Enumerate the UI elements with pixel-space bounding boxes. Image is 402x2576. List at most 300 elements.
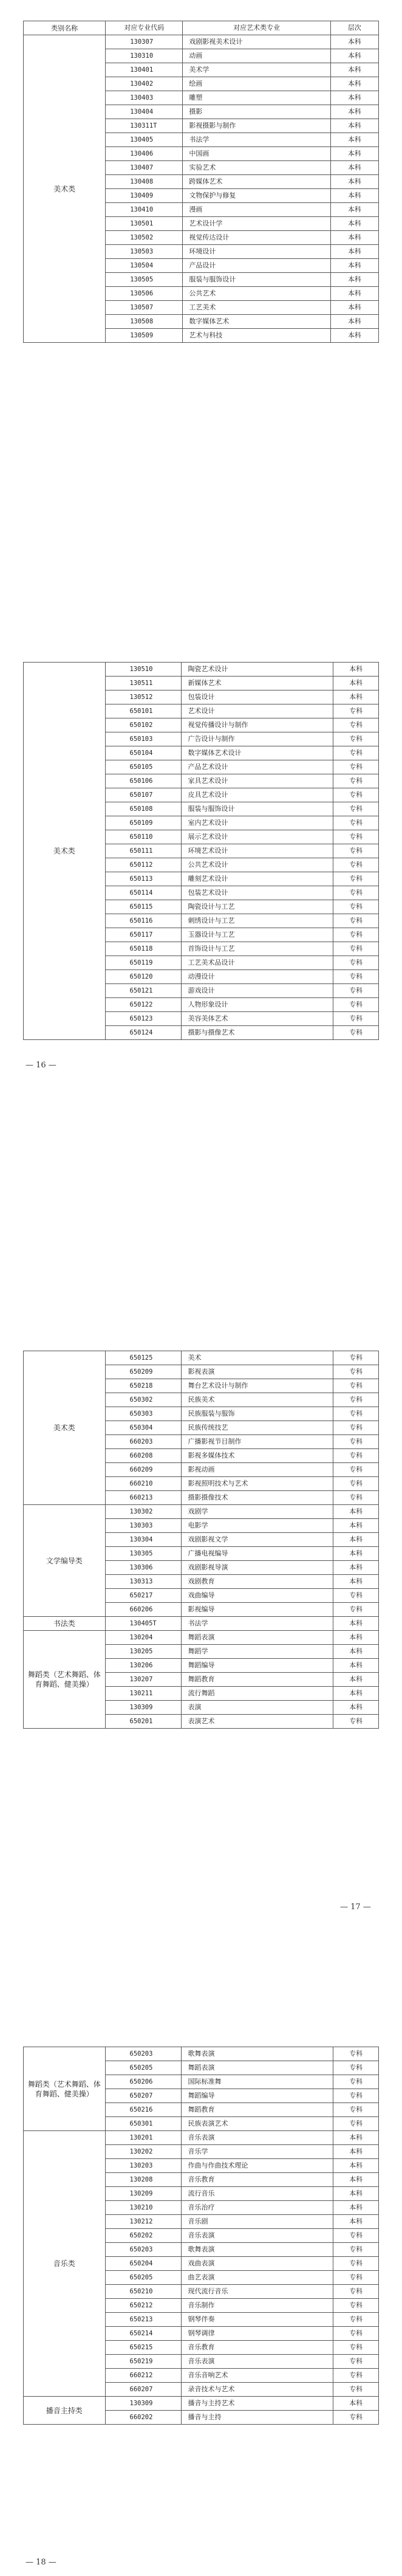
art-major-cell: 摄影摄像技术: [182, 1491, 333, 1505]
art-major-cell: 戏剧影视文学: [182, 1533, 333, 1547]
art-major-cell: 产品艺术设计: [182, 760, 333, 774]
level-cell: 专科: [333, 1463, 379, 1477]
major-code-cell: 130507: [106, 301, 183, 315]
major-code-cell: 650219: [105, 2355, 182, 2369]
level-cell: 专科: [333, 1351, 379, 1365]
level-cell: 专科: [333, 1407, 379, 1421]
art-major-cell: 数字媒体艺术: [183, 315, 330, 329]
art-major-cell: 美术: [182, 1351, 333, 1365]
art-major-cell: 工艺美术品设计: [182, 956, 333, 970]
major-code-cell: 130311T: [106, 119, 183, 133]
art-major-cell: 电影学: [182, 1519, 333, 1533]
major-code-cell: 650104: [105, 746, 182, 760]
level-cell: 专科: [333, 2047, 379, 2061]
level-cell: 专科: [333, 2103, 379, 2117]
art-major-cell: 民族美术: [182, 1393, 333, 1407]
major-code-cell: 650115: [105, 900, 182, 914]
level-cell: 专科: [333, 1477, 379, 1491]
level-cell: 本科: [333, 1687, 379, 1701]
art-major-cell: 舞蹈表演: [182, 1631, 333, 1645]
level-cell: 专科: [333, 2327, 379, 2341]
header-code: 对应专业代码: [106, 21, 183, 35]
level-cell: 本科: [333, 1701, 379, 1715]
major-code-cell: 650210: [105, 2285, 182, 2299]
major-code-cell: 650111: [105, 844, 182, 858]
level-cell: 本科: [333, 1673, 379, 1687]
level-cell: 本科: [333, 2145, 379, 2159]
level-cell: 本科: [330, 301, 378, 315]
major-code-cell: 650121: [105, 984, 182, 998]
art-major-cell: 影视多媒体技术: [182, 1449, 333, 1463]
major-code-cell: 650109: [105, 816, 182, 830]
table-header: [24, 21, 379, 35]
art-major-cell: 舞蹈学: [182, 1645, 333, 1659]
art-major-cell: 服装与服饰设计: [182, 802, 333, 816]
art-major-cell: 歌舞表演: [182, 2243, 333, 2257]
level-cell: 专科: [333, 984, 379, 998]
level-cell: 本科: [330, 287, 378, 301]
major-code-cell: 130305: [105, 1547, 182, 1561]
level-cell: 专科: [333, 1449, 379, 1463]
level-cell: 专科: [333, 1393, 379, 1407]
major-code-cell: 650205: [105, 2271, 182, 2285]
art-major-cell: 首饰设计与工艺: [182, 942, 333, 956]
major-code-cell: 130406: [106, 147, 183, 161]
art-major-cell: 广播影视节目制作: [182, 1435, 333, 1449]
major-code-cell: 130203: [105, 2159, 182, 2173]
major-code-cell: 650207: [105, 2089, 182, 2103]
major-code-cell: 660206: [105, 1603, 182, 1617]
major-code-cell: 130402: [106, 77, 183, 91]
art-major-cell: 美术学: [183, 63, 330, 77]
category-cell: 书法类: [24, 1617, 106, 1631]
level-cell: 专科: [333, 2383, 379, 2397]
major-table: [23, 21, 379, 343]
major-code-cell: 130211: [105, 1687, 182, 1701]
major-code-cell: 650213: [105, 2313, 182, 2327]
table-body: [24, 35, 379, 343]
art-major-cell: 播音与主持艺术: [182, 2397, 333, 2411]
art-major-cell: 音乐表演: [182, 2131, 333, 2145]
level-cell: 本科: [330, 189, 378, 203]
category-cell: 文学编导类: [24, 1505, 106, 1617]
art-major-cell: 戏剧影视导演: [182, 1561, 333, 1575]
art-major-cell: 跨媒体艺术: [183, 175, 330, 189]
major-code-cell: 130404: [106, 105, 183, 119]
level-cell: 专科: [333, 914, 379, 928]
art-major-cell: 陶瓷设计与工艺: [182, 900, 333, 914]
level-cell: 专科: [333, 2299, 379, 2313]
major-code-cell: 650304: [105, 1421, 182, 1435]
major-code-cell: 130310: [106, 49, 183, 63]
major-code-cell: 650205: [105, 2061, 182, 2075]
major-code-cell: 130313: [105, 1575, 182, 1589]
art-major-cell: 表演: [182, 1701, 333, 1715]
major-code-cell: 650215: [105, 2341, 182, 2355]
major-code-cell: 130504: [106, 259, 183, 273]
art-major-cell: 戏剧学: [182, 1505, 333, 1519]
level-cell: 本科: [333, 2187, 379, 2201]
table-row: [24, 1617, 379, 1631]
art-major-cell: 游戏设计: [182, 984, 333, 998]
level-cell: 专科: [333, 1715, 379, 1729]
major-code-cell: 650101: [105, 704, 182, 718]
art-major-cell: 广告设计与制作: [182, 732, 333, 746]
level-cell: 本科: [330, 217, 378, 231]
level-cell: 本科: [333, 1645, 379, 1659]
header-major: 对应艺术类专业: [183, 21, 330, 35]
art-major-cell: 国际标准舞: [182, 2075, 333, 2089]
level-cell: 本科: [330, 91, 378, 105]
level-cell: 专科: [333, 970, 379, 984]
major-code-cell: 130509: [106, 329, 183, 343]
major-code-cell: 650202: [105, 2229, 182, 2243]
level-cell: 专科: [333, 2117, 379, 2131]
major-code-cell: 130210: [105, 2201, 182, 2215]
art-major-cell: 室内艺术设计: [182, 816, 333, 830]
level-cell: 专科: [333, 704, 379, 718]
art-major-cell: 音乐制作: [182, 2299, 333, 2313]
art-major-cell: 实验艺术: [183, 161, 330, 175]
art-major-cell: 戏曲表演: [182, 2257, 333, 2271]
major-code-cell: 650120: [105, 970, 182, 984]
major-code-cell: 650110: [105, 830, 182, 844]
major-code-cell: 650214: [105, 2327, 182, 2341]
major-code-cell: 650303: [105, 1407, 182, 1421]
level-cell: 专科: [333, 2089, 379, 2103]
art-major-cell: 音乐治疗: [182, 2201, 333, 2215]
level-cell: 专科: [333, 830, 379, 844]
art-major-cell: 播音与主持: [182, 2411, 333, 2425]
major-code-cell: 650117: [105, 928, 182, 942]
level-cell: 本科: [330, 147, 378, 161]
level-cell: 本科: [330, 245, 378, 259]
level-cell: 专科: [333, 2271, 379, 2285]
art-major-cell: 艺术与科技: [183, 329, 330, 343]
art-major-cell: 环境艺术设计: [182, 844, 333, 858]
level-cell: 本科: [333, 663, 379, 677]
major-code-cell: 660213: [105, 1491, 182, 1505]
level-cell: 专科: [333, 1026, 379, 1040]
major-code-cell: 650102: [105, 718, 182, 732]
major-table: [23, 1351, 379, 1729]
major-code-cell: 130208: [105, 2173, 182, 2187]
level-cell: 专科: [333, 956, 379, 970]
major-code-cell: 650103: [105, 732, 182, 746]
level-cell: 本科: [330, 329, 378, 343]
level-cell: 专科: [333, 802, 379, 816]
level-cell: 专科: [333, 2243, 379, 2257]
level-cell: 本科: [330, 259, 378, 273]
major-code-cell: 130201: [105, 2131, 182, 2145]
art-major-cell: 影视编导: [182, 1603, 333, 1617]
table-body: [24, 2047, 379, 2425]
level-cell: 本科: [333, 1631, 379, 1645]
major-code-cell: 130505: [106, 273, 183, 287]
major-code-cell: 660209: [105, 1463, 182, 1477]
major-code-cell: 660210: [105, 1477, 182, 1491]
level-cell: 专科: [333, 816, 379, 830]
level-cell: 专科: [333, 886, 379, 900]
level-cell: 专科: [333, 858, 379, 872]
level-cell: 本科: [333, 677, 379, 690]
art-major-cell: 视觉传达设计: [183, 231, 330, 245]
table-row: [24, 35, 379, 49]
level-cell: 专科: [333, 2313, 379, 2327]
art-major-cell: 民族服装与服饰: [182, 1407, 333, 1421]
art-major-cell: 新媒体艺术: [182, 677, 333, 690]
art-major-cell: 戏剧教育: [182, 1575, 333, 1589]
major-code-cell: 130501: [106, 217, 183, 231]
art-major-cell: 雕塑: [183, 91, 330, 105]
major-code-cell: 650216: [105, 2103, 182, 2117]
major-code-cell: 130306: [105, 1561, 182, 1575]
art-major-cell: 包装设计: [182, 690, 333, 704]
major-code-cell: 650206: [105, 2075, 182, 2089]
art-major-cell: 皮具艺术设计: [182, 788, 333, 802]
art-major-cell: 刺绣设计与工艺: [182, 914, 333, 928]
art-major-cell: 钢琴调律: [182, 2327, 333, 2341]
table-row: [24, 2047, 379, 2061]
level-cell: 专科: [333, 2369, 379, 2383]
level-cell: 本科: [330, 203, 378, 217]
level-cell: 专科: [333, 1379, 379, 1393]
art-major-cell: 舞蹈编导: [182, 1659, 333, 1673]
level-cell: 本科: [333, 1519, 379, 1533]
art-major-cell: 中国画: [183, 147, 330, 161]
major-code-cell: 130206: [105, 1659, 182, 1673]
art-major-cell: 绘画: [183, 77, 330, 91]
art-major-cell: 环境设计: [183, 245, 330, 259]
major-code-cell: 130212: [105, 2215, 182, 2229]
major-code-cell: 130506: [106, 287, 183, 301]
level-cell: 专科: [333, 2257, 379, 2271]
level-cell: 专科: [333, 1589, 379, 1603]
level-cell: 专科: [333, 1435, 379, 1449]
major-code-cell: 650118: [105, 942, 182, 956]
level-cell: 专科: [333, 844, 379, 858]
table-row: [24, 663, 379, 677]
page-number: — 17 —: [340, 1903, 371, 1912]
major-code-cell: 130307: [106, 35, 183, 49]
level-cell: 本科: [333, 1505, 379, 1519]
major-code-cell: 650105: [105, 760, 182, 774]
major-code-cell: 650119: [105, 956, 182, 970]
art-major-cell: 音乐剧: [182, 2215, 333, 2229]
major-code-cell: 130303: [105, 1519, 182, 1533]
art-major-cell: 陶瓷艺术设计: [182, 663, 333, 677]
header-category: 类别名称: [24, 21, 106, 35]
level-cell: 专科: [333, 928, 379, 942]
art-major-cell: 漫画: [183, 203, 330, 217]
level-cell: 本科: [333, 1547, 379, 1561]
art-major-cell: 摄影: [183, 105, 330, 119]
table-row: [24, 2131, 379, 2145]
major-code-cell: 130512: [105, 690, 182, 704]
level-cell: 专科: [333, 2355, 379, 2369]
major-code-cell: 130302: [105, 1505, 182, 1519]
art-major-cell: 音乐学: [182, 2145, 333, 2159]
header-level: 层次: [330, 21, 378, 35]
level-cell: 专科: [333, 774, 379, 788]
major-code-cell: 660212: [105, 2369, 182, 2383]
major-code-cell: 130508: [106, 315, 183, 329]
category-cell: 美术类: [24, 1351, 106, 1505]
art-major-cell: 舞蹈表演: [182, 2061, 333, 2075]
level-cell: 本科: [333, 1617, 379, 1631]
table-body: [24, 1351, 379, 1729]
major-code-cell: 650124: [105, 1026, 182, 1040]
level-cell: 本科: [333, 1659, 379, 1673]
major-code-cell: 130511: [105, 677, 182, 690]
table-row: [24, 1631, 379, 1645]
art-major-cell: 雕刻艺术设计: [182, 872, 333, 886]
art-major-cell: 动画: [183, 49, 330, 63]
level-cell: 专科: [333, 732, 379, 746]
art-major-cell: 舞蹈教育: [182, 2103, 333, 2117]
major-code-cell: 660207: [105, 2383, 182, 2397]
category-cell: 美术类: [24, 663, 106, 1040]
art-major-cell: 曲艺表演: [182, 2271, 333, 2285]
major-code-cell: 650113: [105, 872, 182, 886]
major-code-cell: 650204: [105, 2257, 182, 2271]
category-cell: 播音主持类: [24, 2397, 106, 2425]
level-cell: 本科: [330, 63, 378, 77]
major-code-cell: 130204: [105, 1631, 182, 1645]
major-code-cell: 130309: [105, 1701, 182, 1715]
level-cell: 专科: [333, 872, 379, 886]
level-cell: 本科: [330, 133, 378, 147]
major-code-cell: 130407: [106, 161, 183, 175]
major-code-cell: 650106: [105, 774, 182, 788]
art-major-cell: 数字媒体艺术设计: [182, 746, 333, 760]
art-major-cell: 流行音乐: [182, 2187, 333, 2201]
level-cell: 本科: [330, 35, 378, 49]
art-major-cell: 音乐表演: [182, 2229, 333, 2243]
level-cell: 本科: [333, 2215, 379, 2229]
level-cell: 本科: [330, 315, 378, 329]
major-table: [23, 2047, 379, 2425]
major-code-cell: 650122: [105, 998, 182, 1012]
level-cell: 专科: [333, 942, 379, 956]
art-major-cell: 音乐音响艺术: [182, 2369, 333, 2383]
art-major-cell: 录音技术与艺术: [182, 2383, 333, 2397]
level-cell: 专科: [333, 2341, 379, 2355]
category-cell: 舞蹈类（艺术舞蹈、体育舞蹈、健美操）: [24, 2047, 106, 2131]
table-body: [24, 663, 379, 1040]
art-major-cell: 表演艺术: [182, 1715, 333, 1729]
level-cell: 专科: [333, 2411, 379, 2425]
major-code-cell: 130205: [105, 1645, 182, 1659]
level-cell: 专科: [333, 2285, 379, 2299]
art-major-cell: 产品设计: [183, 259, 330, 273]
art-major-cell: 影视照明技术与艺术: [182, 1477, 333, 1491]
level-cell: 专科: [333, 2075, 379, 2089]
level-cell: 本科: [333, 2159, 379, 2173]
art-major-cell: 广播电视编导: [182, 1547, 333, 1561]
level-cell: 本科: [330, 161, 378, 175]
major-code-cell: 650302: [105, 1393, 182, 1407]
major-code-cell: 130409: [106, 189, 183, 203]
level-cell: 本科: [330, 105, 378, 119]
level-cell: 本科: [333, 2201, 379, 2215]
art-major-cell: 摄影与摄像艺术: [182, 1026, 333, 1040]
major-code-cell: 650201: [105, 1715, 182, 1729]
art-major-cell: 公共艺术设计: [182, 858, 333, 872]
major-code-cell: 130503: [106, 245, 183, 259]
art-major-cell: 舞蹈教育: [182, 1673, 333, 1687]
art-major-cell: 钢琴伴奏: [182, 2313, 333, 2327]
major-code-cell: 130510: [105, 663, 182, 677]
major-code-cell: 650112: [105, 858, 182, 872]
level-cell: 专科: [333, 1365, 379, 1379]
art-major-cell: 音乐教育: [182, 2341, 333, 2355]
major-code-cell: 650108: [105, 802, 182, 816]
level-cell: 本科: [330, 77, 378, 91]
major-code-cell: 650123: [105, 1012, 182, 1026]
page-number: — 18 —: [26, 2558, 56, 2567]
major-code-cell: 660203: [105, 1435, 182, 1449]
level-cell: 本科: [330, 231, 378, 245]
major-code-cell: 650212: [105, 2299, 182, 2313]
table-row: [24, 2397, 379, 2411]
major-code-cell: 650116: [105, 914, 182, 928]
art-major-cell: 影视表演: [182, 1365, 333, 1379]
art-major-cell: 舞蹈编导: [182, 2089, 333, 2103]
art-major-cell: 美容美体艺术: [182, 1012, 333, 1026]
major-code-cell: 130304: [105, 1533, 182, 1547]
major-code-cell: 650217: [105, 1589, 182, 1603]
level-cell: 本科: [333, 1575, 379, 1589]
category-cell: 舞蹈类（艺术舞蹈、体育舞蹈、健美操）: [24, 1631, 106, 1729]
level-cell: 本科: [330, 273, 378, 287]
major-code-cell: 660202: [105, 2411, 182, 2425]
major-code-cell: 130408: [106, 175, 183, 189]
major-code-cell: 130502: [106, 231, 183, 245]
major-code-cell: 650125: [105, 1351, 182, 1365]
art-major-cell: 服装与服饰设计: [183, 273, 330, 287]
level-cell: 专科: [333, 900, 379, 914]
major-code-cell: 650114: [105, 886, 182, 900]
level-cell: 专科: [333, 1012, 379, 1026]
major-code-cell: 130410: [106, 203, 183, 217]
art-major-cell: 作曲与作曲技术理论: [182, 2159, 333, 2173]
major-code-cell: 650209: [105, 1365, 182, 1379]
major-code-cell: 650107: [105, 788, 182, 802]
level-cell: 本科: [333, 1561, 379, 1575]
major-code-cell: 660208: [105, 1449, 182, 1463]
art-major-cell: 公共艺术: [183, 287, 330, 301]
major-code-cell: 130202: [105, 2145, 182, 2159]
level-cell: 专科: [333, 760, 379, 774]
category-cell: 美术类: [24, 35, 106, 343]
art-major-cell: 影视动画: [182, 1463, 333, 1477]
level-cell: 本科: [333, 690, 379, 704]
art-major-cell: 戏剧影视美术设计: [183, 35, 330, 49]
level-cell: 专科: [333, 788, 379, 802]
level-cell: 专科: [333, 1603, 379, 1617]
major-code-cell: 130401: [106, 63, 183, 77]
level-cell: 专科: [333, 718, 379, 732]
major-code-cell: 130209: [105, 2187, 182, 2201]
art-major-cell: 人物形象设计: [182, 998, 333, 1012]
page-number: — 16 —: [26, 1061, 56, 1070]
major-code-cell: 650301: [105, 2117, 182, 2131]
art-major-cell: 音乐教育: [182, 2173, 333, 2187]
art-major-cell: 家具艺术设计: [182, 774, 333, 788]
art-major-cell: 流行舞蹈: [182, 1687, 333, 1701]
major-code-cell: 130405: [106, 133, 183, 147]
